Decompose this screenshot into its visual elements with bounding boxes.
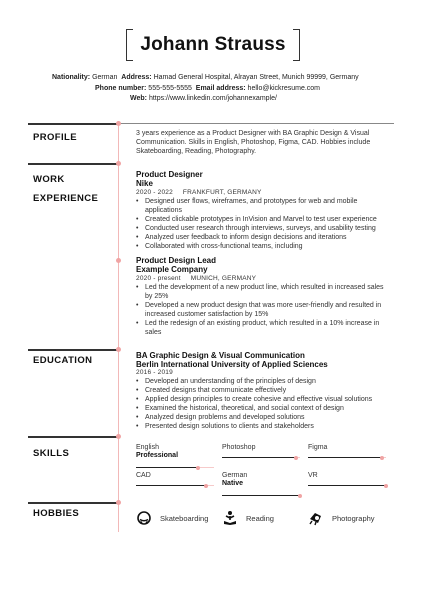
skill-fill — [222, 457, 296, 458]
list-item: • Conducted user research through interviews, surveys, and usability testing — [136, 224, 388, 233]
job-bullets — [136, 197, 388, 251]
list-item: • Examined the historical, theoretical, and social context of design — [136, 404, 388, 413]
job-title: Product Design Lead — [136, 256, 217, 265]
list-item: • Collaborated with cross-functional teams, including — [136, 242, 388, 251]
list-item: • Applied design principles to create cohesive and effective visual solutions — [136, 395, 388, 404]
education-bullets — [136, 377, 388, 431]
timeline-dot — [116, 258, 121, 263]
section-rule — [28, 163, 118, 165]
skill-fill — [308, 485, 386, 486]
contact-nationality-address: Nationality: German Address: Hamad General Hospital, Alrayan Street, Munich 99999, Germany — [52, 74, 359, 81]
section-title-skills: SKILLS — [33, 448, 70, 459]
skill-fill — [222, 495, 300, 496]
list-item: • Developed an understanding of the principles of design — [136, 377, 388, 386]
timeline-dot — [116, 347, 121, 352]
skateboard-icon — [136, 510, 152, 526]
reading-icon — [222, 510, 238, 526]
list-item: • Designed user flows, wireframes, and prototypes for web and mobile applications — [136, 197, 388, 215]
timeline-dot — [116, 500, 121, 505]
skill-knob — [298, 494, 302, 498]
school-name: Berlin International University of Applied Sciences — [136, 360, 328, 369]
job-meta: 2020 - present MUNICH, GERMANY — [136, 275, 257, 282]
camera-icon — [308, 510, 324, 526]
hobby-reading: Reading — [222, 510, 274, 526]
job-company: Example Company — [136, 265, 208, 274]
section-rule — [28, 502, 118, 504]
section-rule — [28, 349, 118, 351]
list-item: • Created designs that communicate effectively — [136, 386, 388, 395]
list-item: • Created clickable prototypes in InVision and Marvel to test user experience — [136, 215, 388, 224]
candidate-name: Johann Strauss — [140, 34, 286, 55]
job-meta: 2020 - 2022 FRANKFURT, GERMANY — [136, 189, 262, 196]
list-item: • Led the development of a new product line, which resulted in increased sales by 25% — [136, 283, 388, 301]
section-title-education: EDUCATION — [33, 355, 93, 366]
list-item: • Developed a new product design that was more user-friendly and resulted in increased customer satisfaction by 15% — [136, 301, 388, 319]
skill-cad: CAD — [136, 472, 214, 480]
timeline-dot — [116, 161, 121, 166]
section-title-work: WORK EXPERIENCE — [33, 174, 99, 204]
timeline-dot — [116, 121, 121, 126]
contact-web: Web: https://www.linkedin.com/johannexample/ — [130, 95, 277, 102]
degree-title: BA Graphic Design & Visual Communication — [136, 351, 305, 360]
section-rule — [118, 123, 394, 124]
section-rule — [28, 436, 118, 438]
skill-knob — [196, 466, 200, 470]
skill-fill — [308, 457, 382, 458]
skill-english: English Professional — [136, 444, 214, 459]
skill-german: German Native — [222, 472, 300, 487]
timeline-line — [118, 122, 119, 532]
skill-figma: Figma — [308, 444, 386, 452]
skill-fill — [136, 467, 198, 468]
skill-fill — [136, 485, 206, 486]
hobby-photography: Photography — [308, 510, 375, 526]
contact-phone-email: Phone number: 555-555-5555 Email address: hello@kickresume.com — [95, 84, 321, 92]
job-title: Product Designer — [136, 170, 203, 179]
hobby-skateboarding: Skateboarding — [136, 510, 208, 526]
list-item: • Analyzed design problems and developed solutions — [136, 413, 388, 422]
section-title-profile: PROFILE — [33, 132, 77, 143]
skill-knob — [384, 484, 388, 488]
list-item: • Led the redesign of an existing product, which resulted in a 10% increase in sales — [136, 319, 388, 337]
profile-text: 3 years experience as a Product Designer with BA Graphic Design & Visual Communication. Skills in English, Photoshop, Figma, CAD. Hobbies include Skateboarding, Reading, Photography. — [136, 130, 371, 155]
skill-vr: VR — [308, 472, 386, 480]
web-link[interactable]: https://www.linkedin.com/johannexample/ — [148, 95, 277, 102]
section-rule — [28, 123, 118, 125]
skill-knob — [380, 456, 384, 460]
section-title-hobbies: HOBBIES — [33, 508, 80, 519]
list-item: • Presented design solutions to clients and stakeholders — [136, 422, 388, 431]
skill-photoshop: Photoshop — [222, 444, 300, 452]
email-link[interactable]: hello@kickresume.com — [247, 84, 321, 92]
timeline-dot — [116, 434, 121, 439]
skill-knob — [204, 484, 208, 488]
list-item: • Analyzed user feedback to inform design decisions and iterations — [136, 233, 388, 242]
education-dates: 2016 - 2019 — [136, 369, 173, 376]
job-bullets — [136, 283, 388, 337]
skill-knob — [294, 456, 298, 460]
job-company: Nike — [136, 179, 153, 188]
